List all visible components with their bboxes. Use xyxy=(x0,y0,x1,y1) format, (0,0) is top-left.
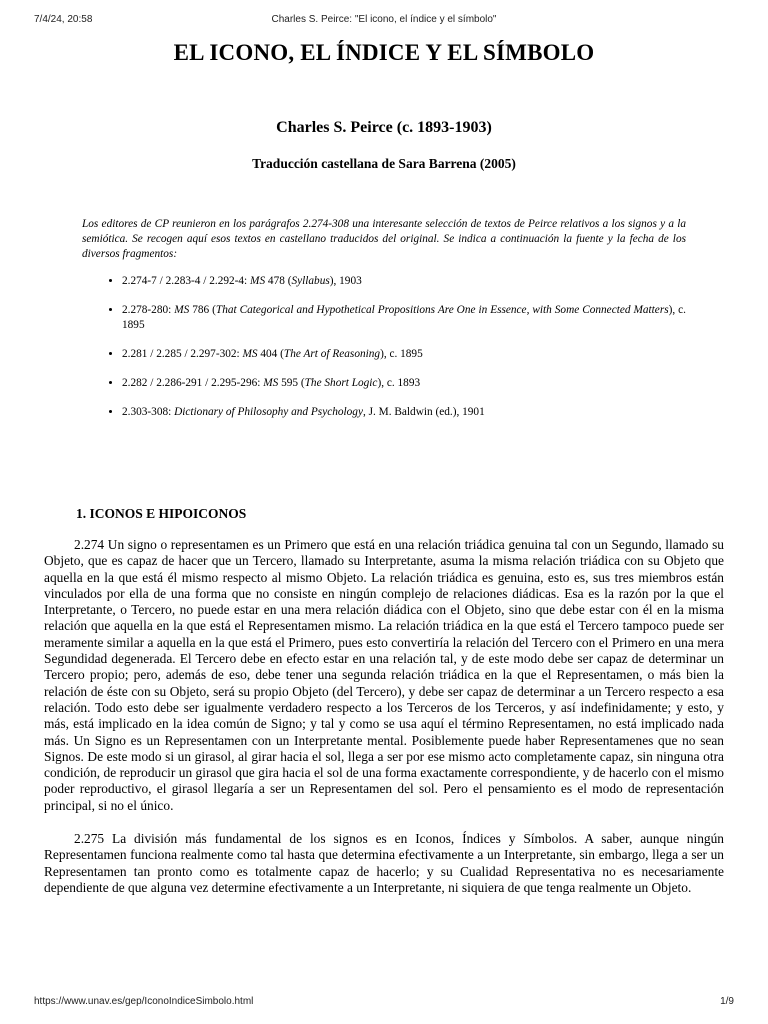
print-footer xyxy=(34,996,734,1010)
print-page-number: 1/9 xyxy=(720,996,734,1007)
print-datetime: 7/4/24, 20:58 xyxy=(34,14,93,25)
source-item: • 2.278-280: MS 786 (That Categorical and Hypothetical Propositions Are One in Essence, with Some Connected Matters), c. 1895 xyxy=(122,303,686,333)
document-author: Charles S. Peirce (c. 1893-1903) xyxy=(276,119,492,136)
document-page xyxy=(44,40,724,896)
source-item: • 2.303-308: Dictionary of Philosophy and Psychology, J. M. Baldwin (ed.), 1901 xyxy=(122,405,686,420)
print-header xyxy=(34,14,734,28)
document-translation-credit: Traducción castellana de Sara Barrena (2005) xyxy=(252,156,516,171)
sources-list xyxy=(82,274,686,420)
document-title: EL ICONO, EL ÍNDICE Y EL SÍMBOLO xyxy=(173,40,595,65)
source-item: • 2.274-7 / 2.283-4 / 2.292-4: MS 478 (Syllabus), 1903 xyxy=(122,274,686,289)
source-item: • 2.281 / 2.285 / 2.297-302: MS 404 (The Art of Reasoning), c. 1895 xyxy=(122,347,686,362)
body-paragraph: 2.275 La división más fundamental de los signos es en Iconos, Índices y Símbolos. A saber, aunque ningún Representamen funciona realmente como tal hasta que determina efectivamente a un Interpretante, sin embargo, llega a ser un Representamen tan pronto como es totalmente capaz de hacerlo; y su Cualidad Representativa no es necesariamente dependiente de que alguna vez determine efectivamente a un Interpretante, ni siquiera de que tenga realmente un Objeto. xyxy=(44,831,724,895)
body-paragraph: 2.274 Un signo o representamen es un Primero que está en una relación triádica genuina tal con un Segundo, llamado su Objeto, que es capaz de hacer que un Tercero, llamado su Interpretante, asuma la misma relación triádica con su Objeto que aquella en la que está él mismo respecto al mismo Objeto. La relación triádica es genuina, esto es, sus tres miembros están vinculados por ella de una forma que no consiste en ningún complejo de relaciones diádicas. Esa es la razón por la que el Interpretante, o Tercero, no puede estar en una mera relación diádica con el Objeto, sino que debe estar con él en la misma relación que aquella en la que está el Representamen mismo. La relación triádica en la que está el Tercero tampoco puede ser meramente similar a aquella en la que está el Primero, pues esto convertiría la relación del Tercero con el Primero en una mera Segundidad degenerada. El Tercero debe en efecto estar en una relación tal, y de este modo debe ser capaz de determinar un Tercero propio; pero, además de eso, debe tener una segunda relación triádica en la que el Representamen, o más bien la relación de éste con su Objeto, será su propio Objeto (del Tercero), y debe ser capaz de determinar a un Tercero respecto a esa relación. Todo esto debe ser igualmente verdadero respecto a los Terceros de los Terceros, y así indefinidamente; y esto, y más, está implicado en la idea común de Signo; y tal y como se usa aquí el término Representamen, no está implicado nada más. Un Signo es un Representamen con un Interpretante mental. Posiblemente puede haber Representamenes que no sean Signos. De este modo si un girasol, al girar hacia el sol, llega a ser por ese mismo acto completamente capaz, sin ninguna otra condición, de reproducir un girasol que gira hacia el sol de una forma exactamente correspondiente, y de hacerlo con el mismo poder reproductivo, el girasol llegaría a ser un Representamen del sol. Pero el pensamiento es el modo de representación principal, si no el único. xyxy=(44,537,724,813)
print-url: https://www.unav.es/gep/IconoIndiceSimbolo.html xyxy=(34,996,254,1007)
section-heading: 1. ICONOS E HIPOICONOS xyxy=(76,506,247,521)
intro-paragraph: Los editores de CP reunieron en los parágrafos 2.274-308 una interesante selección de textos de Peirce relativos a los signos y a la semiótica. Se recogen aquí esos textos en castellano traducidos del original. Se indica a continuación la fuente y la fecha de los diversos fragmentos: xyxy=(82,218,686,260)
print-page-title: Charles S. Peirce: "El icono, el índice y el símbolo" xyxy=(271,14,497,25)
source-item: • 2.282 / 2.286-291 / 2.295-296: MS 595 (The Short Logic), c. 1893 xyxy=(122,376,686,391)
